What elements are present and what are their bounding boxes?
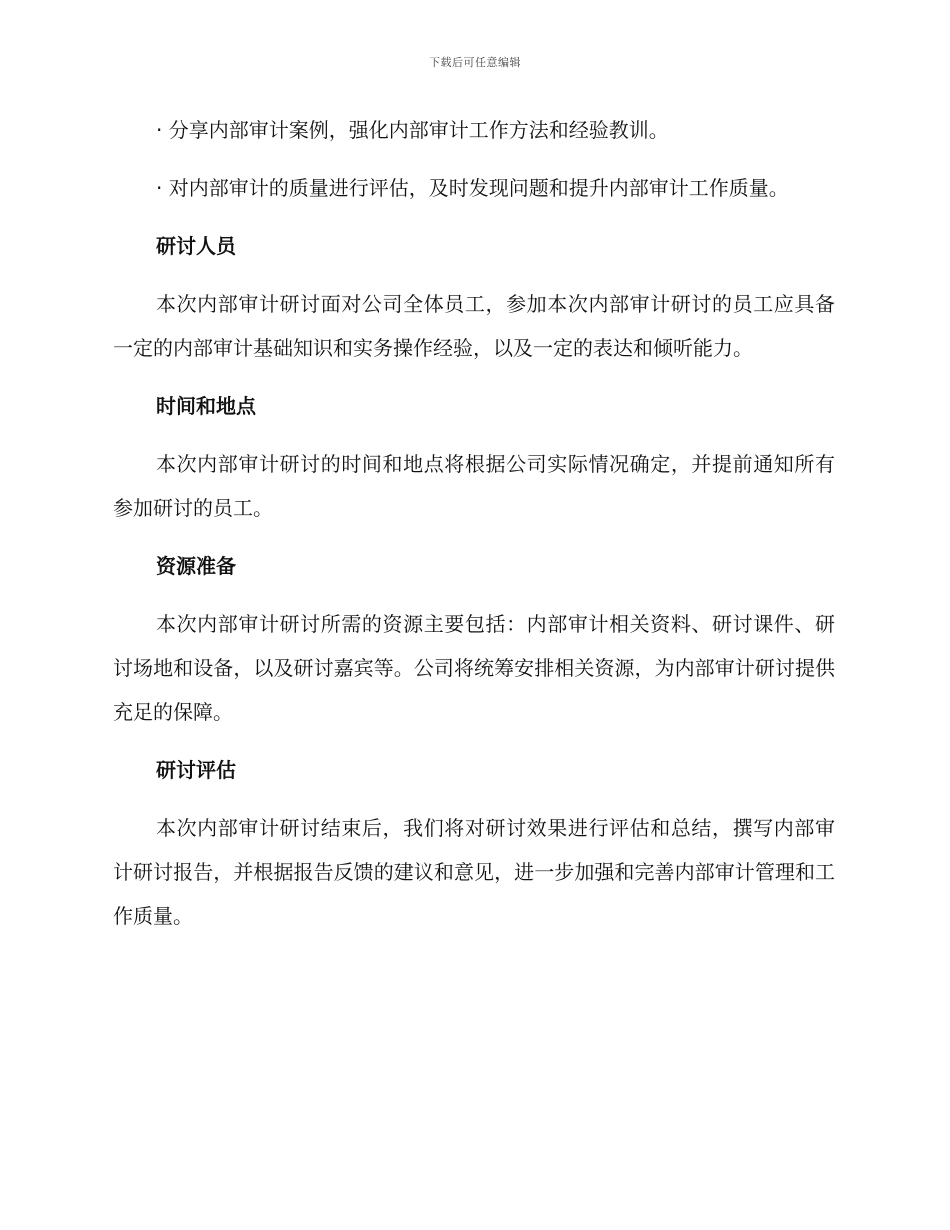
section-body-time-place: 本次内部审计研讨的时间和地点将根据公司实际情况确定，并提前通知所有参加研讨的员工。 [113,452,835,520]
section-heading-personnel: 研讨人员 [156,234,236,258]
section-body-evaluation: 本次内部审计研讨结束后，我们将对研讨效果进行评估和总结，撰写内部审计研讨报告，并根据报告反馈的建议和意见，进一步加强和完善内部审计管理和工作质量。 [113,816,835,928]
page-header-note: 下载后可任意编辑 [429,56,521,69]
section-heading-time-place: 时间和地点 [156,394,256,418]
bullet-item: · 分享内部审计案例，强化内部审计工作方法和经验教训。 [156,118,669,142]
section-heading-evaluation: 研讨评估 [156,758,236,782]
section-body-resources: 本次内部审计研讨所需的资源主要包括：内部审计相关资料、研讨课件、研讨场地和设备，以及研讨嘉宾等。公司将统筹安排相关资源，为内部审计研讨提供充足的保障。 [113,612,835,724]
document-body [113,108,835,938]
section-heading-resources: 资源准备 [156,554,236,578]
section-body-personnel: 本次内部审计研讨面对公司全体员工，参加本次内部审计研讨的员工应具备一定的内部审计基础知识和实务操作经验，以及一定的表达和倾听能力。 [113,292,835,360]
bullet-item: · 对内部审计的质量进行评估，及时发现问题和提升内部审计工作质量。 [156,176,789,200]
